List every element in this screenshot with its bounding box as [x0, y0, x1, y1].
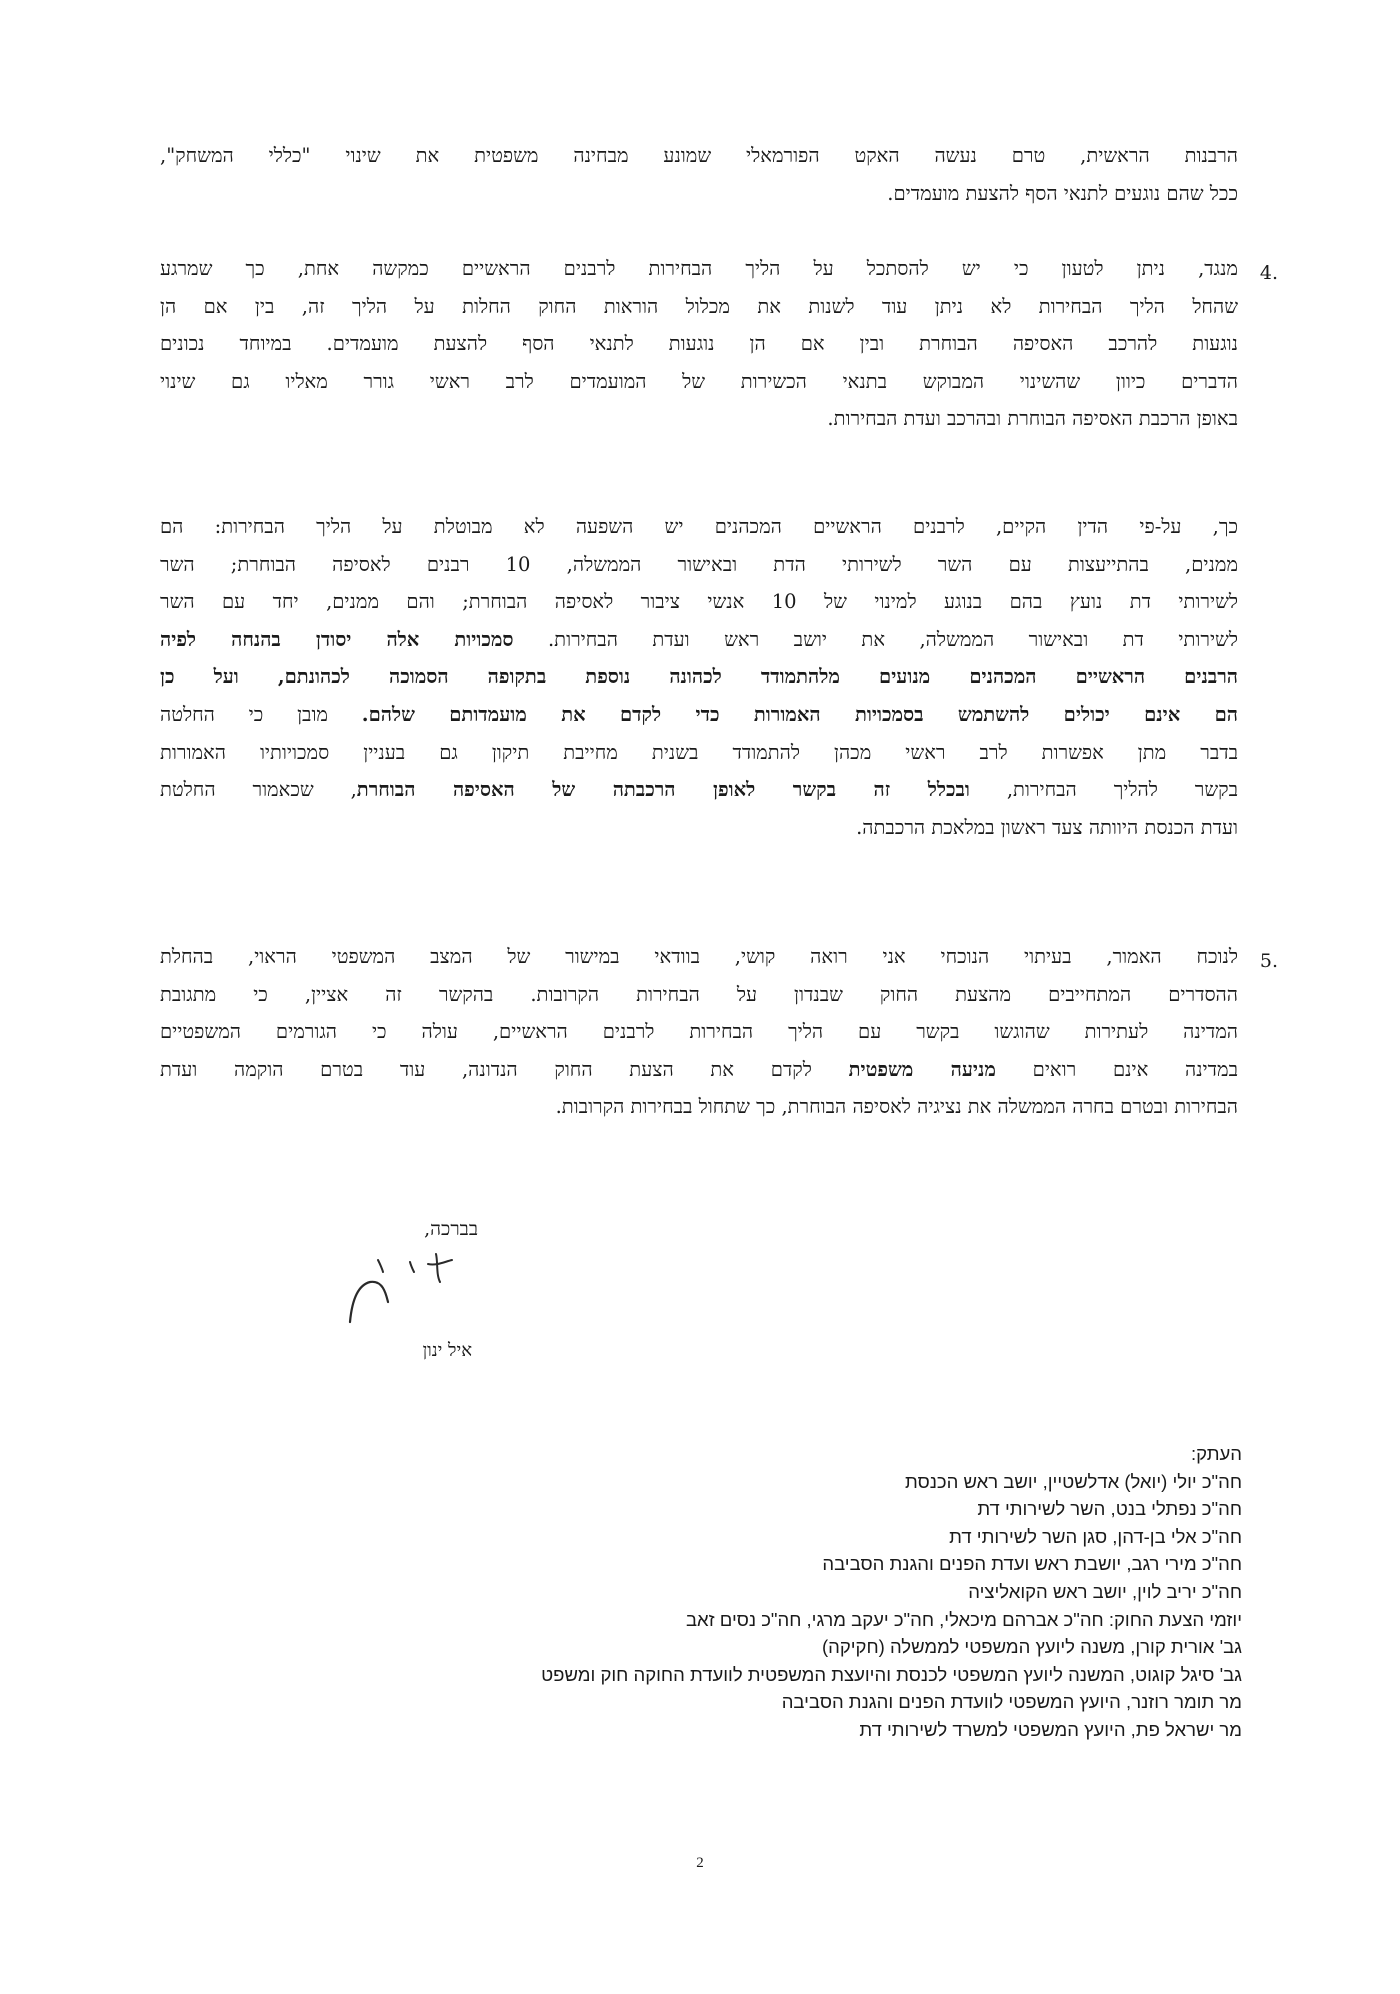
- page-number: 2: [696, 1855, 704, 1871]
- paragraph-4b-line-3: לשירותי דת נועץ בהם בנוגע למינוי של 10 אנשי ציבור לאסיפה הבוחרת; והם ממנים, יחד עם השר: [160, 590, 1239, 614]
- cc-recipient: חה"כ יריב לוין, יושב ראש הקואליציה: [968, 1580, 1242, 1602]
- paragraph-4b-line-4: [160, 621, 1238, 659]
- paragraph-4: [160, 250, 1238, 438]
- paragraph-5-line-3: המדינה לעתירות שהוגשו בקשר עם הליך הבחירות לרבנים הראשיים, עולה כי הגורמים המשפטיים: [160, 1020, 1238, 1044]
- cc-recipient: חה"כ נפתלי בנט, השר לשירותי דת: [977, 1498, 1242, 1520]
- cc-recipient: חה"כ מירי רגב, יושבת ראש ועדת הפנים והגנת הסביבה: [822, 1553, 1242, 1575]
- paragraph-intro: [160, 137, 1238, 212]
- handwritten-signature: [348, 1250, 498, 1335]
- paragraph-4b-line-5-bold: הרבנים הראשיים המכהנים מנועים מלהתמודד לכהונה נוספת בתקופה הסמוכה לכהונתם, ועל כן: [160, 665, 1238, 689]
- paragraph-5-line-4-plain-b: לקדם את הצעת החוק הנדונה, עוד בטרם הוקמה ועדת: [160, 1057, 849, 1081]
- paragraph-4b-line-8-plain-b: , שכאמור החלטת: [160, 778, 357, 802]
- paragraph-5-line-4: [160, 1051, 1238, 1089]
- paragraph-4b-line-4-plain: לשירותי דת ובאישור הממשלה, את יושב ראש ועדת הבחירות.: [513, 627, 1238, 651]
- paragraph-4b-line-6: [160, 696, 1238, 734]
- paragraph-4-line-4: הדברים כיוון שהשינוי המבוקש בתנאי הכשירות של המועמדים לרב ראשי גורר מאליו גם שינוי: [160, 369, 1238, 393]
- paragraph-4b-line-4-bold: סמכויות אלה יסודן בהנחה לפיה: [160, 627, 514, 651]
- paragraph-4b: [160, 508, 1238, 846]
- paragraph-4b-line-9: ועדת הכנסת היוותה צעד ראשון במלאכת הרכבתה.: [856, 815, 1238, 839]
- cc-recipient: מר ישראל פת, היועץ המשפטי למשרד לשירותי דת: [859, 1718, 1242, 1740]
- cc-recipient: חה"כ יולי (יואל) אדלשטיין, יושב ראש הכנסת: [904, 1470, 1242, 1492]
- paragraph-4b-line-7: בדבר מתן אפשרות לרב ראשי מכהן להתמודד בשנית מחייבת תיקון גם בעניין סמכויותיו האמורות: [160, 740, 1238, 764]
- cc-recipient: יוזמי הצעת החוק: חה"כ אברהם מיכאלי, חה"כ יעקב מרגי, חה"כ נסים זאב: [685, 1608, 1242, 1630]
- paragraph-intro-line-2: ככל שהם נוגעים לתנאי הסף להצעת מועמדים.: [887, 181, 1238, 205]
- paragraph-5: [160, 938, 1238, 1126]
- signer-name: איל ינון: [422, 1340, 472, 1361]
- paragraph-4-line-2: שהחל הליך הבחירות לא ניתן עוד לשנות את מכלול הוראות החוק החלות על הליך זה, בין אם הן: [160, 294, 1238, 318]
- paragraph-4b-line-6-bold: הם אינם יכולים להשתמש בסמכויות האמורות כדי לקדם את מועמדותם שלהם.: [361, 702, 1238, 726]
- paragraph-5-line-1: לנוכח האמור, בעיתוי הנוכחי אני רואה קושי, בוודאי במישור של המצב המשפטי הראוי, בהחלת: [160, 945, 1238, 968]
- paragraph-4-number: 4.: [1259, 262, 1278, 284]
- paragraph-5-line-4-plain-a: במדינה אינם רואים: [995, 1057, 1239, 1081]
- paragraph-4b-line-5: [160, 658, 1238, 696]
- paragraph-4b-line-8-bold: ובכלל זה בקשר לאופן הרכבתה של האסיפה הבוחרת: [356, 778, 970, 802]
- cc-recipient: גב' אורית קורן, משנה ליועץ המשפטי לממשלה (חקיקה): [821, 1636, 1242, 1658]
- paragraph-4-line-1: מנגד, ניתן לטעון כי יש להסתכל על הליך הבחירות לרבנים הראשיים כמקשה אחת, כך שמרגע: [160, 257, 1238, 280]
- cc-list: [541, 1440, 1242, 1744]
- paragraph-4b-line-1: כך, על-פי הדין הקיים, לרבנים הראשיים המכהנים יש השפעה לא מבוטלת על הליך הבחירות: הם: [160, 515, 1238, 538]
- closing-greeting: בברכה,: [424, 1218, 478, 1240]
- cc-recipient: גב' סיגל קוגוט, המשנה ליועץ המשפטי לכנסת והיועצת המשפטית לוועדת החוקה חוק ומשפט: [541, 1663, 1242, 1685]
- paragraph-5-line-5: הבחירות ובטרם בחרה הממשלה את נציגיה לאסיפה הבוחרת, כך שתחול בבחירות הקרובות.: [555, 1095, 1238, 1119]
- paragraph-5-line-4-bold: מניעה משפטית: [848, 1057, 996, 1081]
- paragraph-4b-line-2: ממנים, בהתייעצות עם השר לשירותי הדת ובאישור הממשלה, 10 רבנים לאסיפה הבוחרת; השר: [160, 552, 1239, 576]
- paragraph-intro-line-1: הרבנות הראשית, טרם נעשה האקט הפורמאלי שמונע מבחינה משפטית את שינוי "כללי המשחק",: [160, 144, 1238, 167]
- paragraph-4-line-3: נוגעות להרכב האסיפה הבוחרת ובין אם הן נוגעות לתנאי הסף להצעת מועמדים. במיוחד נכונים: [160, 332, 1238, 356]
- paragraph-4b-line-8: [160, 771, 1238, 809]
- cc-heading: העתק:: [1191, 1443, 1242, 1464]
- paragraph-5-number: 5.: [1259, 950, 1278, 972]
- paragraph-4b-line-8-plain-a: בקשר להליך הבחירות,: [969, 778, 1239, 802]
- paragraph-5-line-2: ההסדרים המתחייבים מהצעת החוק שבנדון על הבחירות הקרובות. בהקשר זה אציין, כי מתגובת: [160, 982, 1238, 1006]
- paragraph-4b-line-6-plain: מובן כי החלטה: [160, 702, 362, 726]
- paragraph-4-line-5: באופן הרכבת האסיפה הבוחרת ובהרכב ועדת הבחירות.: [827, 407, 1238, 431]
- cc-recipient: חה"כ אלי בן-דהן, סגן השר לשירותי דת: [949, 1525, 1242, 1547]
- cc-recipient: מר תומר רוזנר, היועץ המשפטי לוועדת הפנים והגנת הסביבה: [781, 1691, 1242, 1713]
